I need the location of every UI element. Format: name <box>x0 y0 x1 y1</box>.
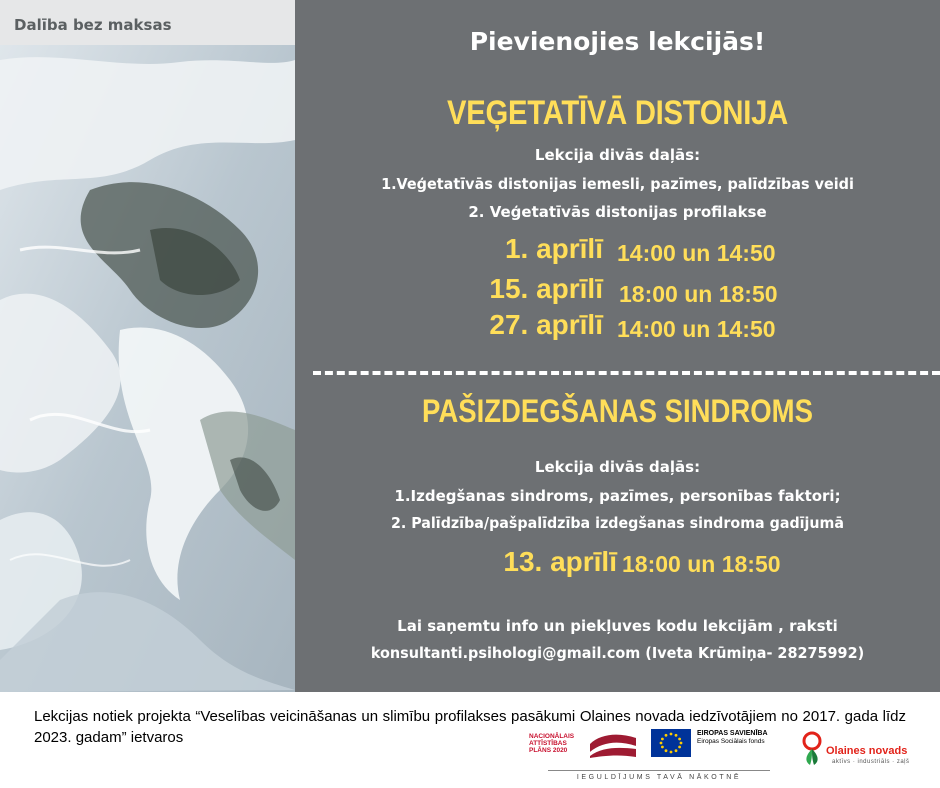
session-times-3: 14:00 un 14:50 <box>617 316 776 342</box>
contact-instruction: Lai saņemtu info un piekļuves kodu lekcijām , raksti <box>397 617 838 635</box>
lecture1-intro: Lekcija divās daļās: <box>534 146 701 164</box>
olaine-logo-name: Olaines novads <box>826 745 908 757</box>
session-date-1: 1. aprīlī <box>504 233 603 264</box>
nap-line-1: NACIONĀLAIS <box>529 733 575 740</box>
session-date-4: 13. aprīlī <box>503 546 617 577</box>
lecture1-part2: 2. Veģetatīvās distonijas profilakse <box>468 203 767 221</box>
session-times-1: 14:00 un 14:50 <box>617 240 776 266</box>
project-footnote: Lekcijas notiek projekta “Veselības veicināšanas un slimību profilakses pasākumi Olaines novada iedzīvotājiem no 2017. gada līdz 2023. gadam” ietvaros <box>34 708 906 746</box>
eu-flag-icon <box>651 729 691 757</box>
session-date-2: 15. aprīlī <box>489 273 603 304</box>
nap-line-2: ATTĪSTĪBAS <box>529 740 567 747</box>
session-times-2: 18:00 un 18:50 <box>619 281 778 307</box>
lecture2-part2: 2. Palīdzība/pašpalīdzība izdegšanas sindroma gadījumā <box>390 514 845 532</box>
lecture2-intro: Lekcija divās daļās: <box>534 458 701 476</box>
session-date-3: 27. aprīlī <box>489 309 603 340</box>
latvian-flag-icon <box>588 730 638 758</box>
lecture2-part1: 1.Izdegšanas sindroms, pazīmes, personības faktori; <box>394 487 841 505</box>
eu-label <box>697 729 768 746</box>
investment-slogan: IEGULDĪJUMS TAVĀ NĀKOTNĒ <box>548 770 770 781</box>
ice-texture-image <box>0 0 295 692</box>
lecture2-title: PAŠIZDEGŠANAS SINDROMS <box>422 393 813 429</box>
contact-email[interactable]: konsultanti.psihologi@gmail.com (Iveta Krūmiņa- 28275992) <box>370 644 865 662</box>
free-participation-badge: Dalība bez maksas <box>14 16 172 34</box>
eu-fund: Eiropas Sociālais fonds <box>697 738 765 745</box>
nap2020-logo <box>529 733 587 754</box>
lecture1-part1: 1.Veģetatīvās distonijas iemesli, pazīmes, palīdzības veidi <box>381 175 854 193</box>
eu-title: EIROPAS SAVIENĪBA <box>697 730 768 737</box>
landscape-photo <box>0 0 295 692</box>
page-title: Pievienojies lekcijās! <box>469 27 766 56</box>
olaine-logo-tagline: aktīvs · industriāls · zaļš <box>832 759 910 765</box>
olaine-emblem-icon <box>800 731 824 767</box>
dashed-divider <box>313 371 940 375</box>
footer <box>0 692 940 788</box>
info-panel <box>295 0 940 692</box>
nap-line-3: PLĀNS 2020 <box>529 747 568 754</box>
lecture1-title: VEĢETATĪVĀ DISTONIJA <box>447 94 788 132</box>
session-times-4: 18:00 un 18:50 <box>622 551 781 577</box>
